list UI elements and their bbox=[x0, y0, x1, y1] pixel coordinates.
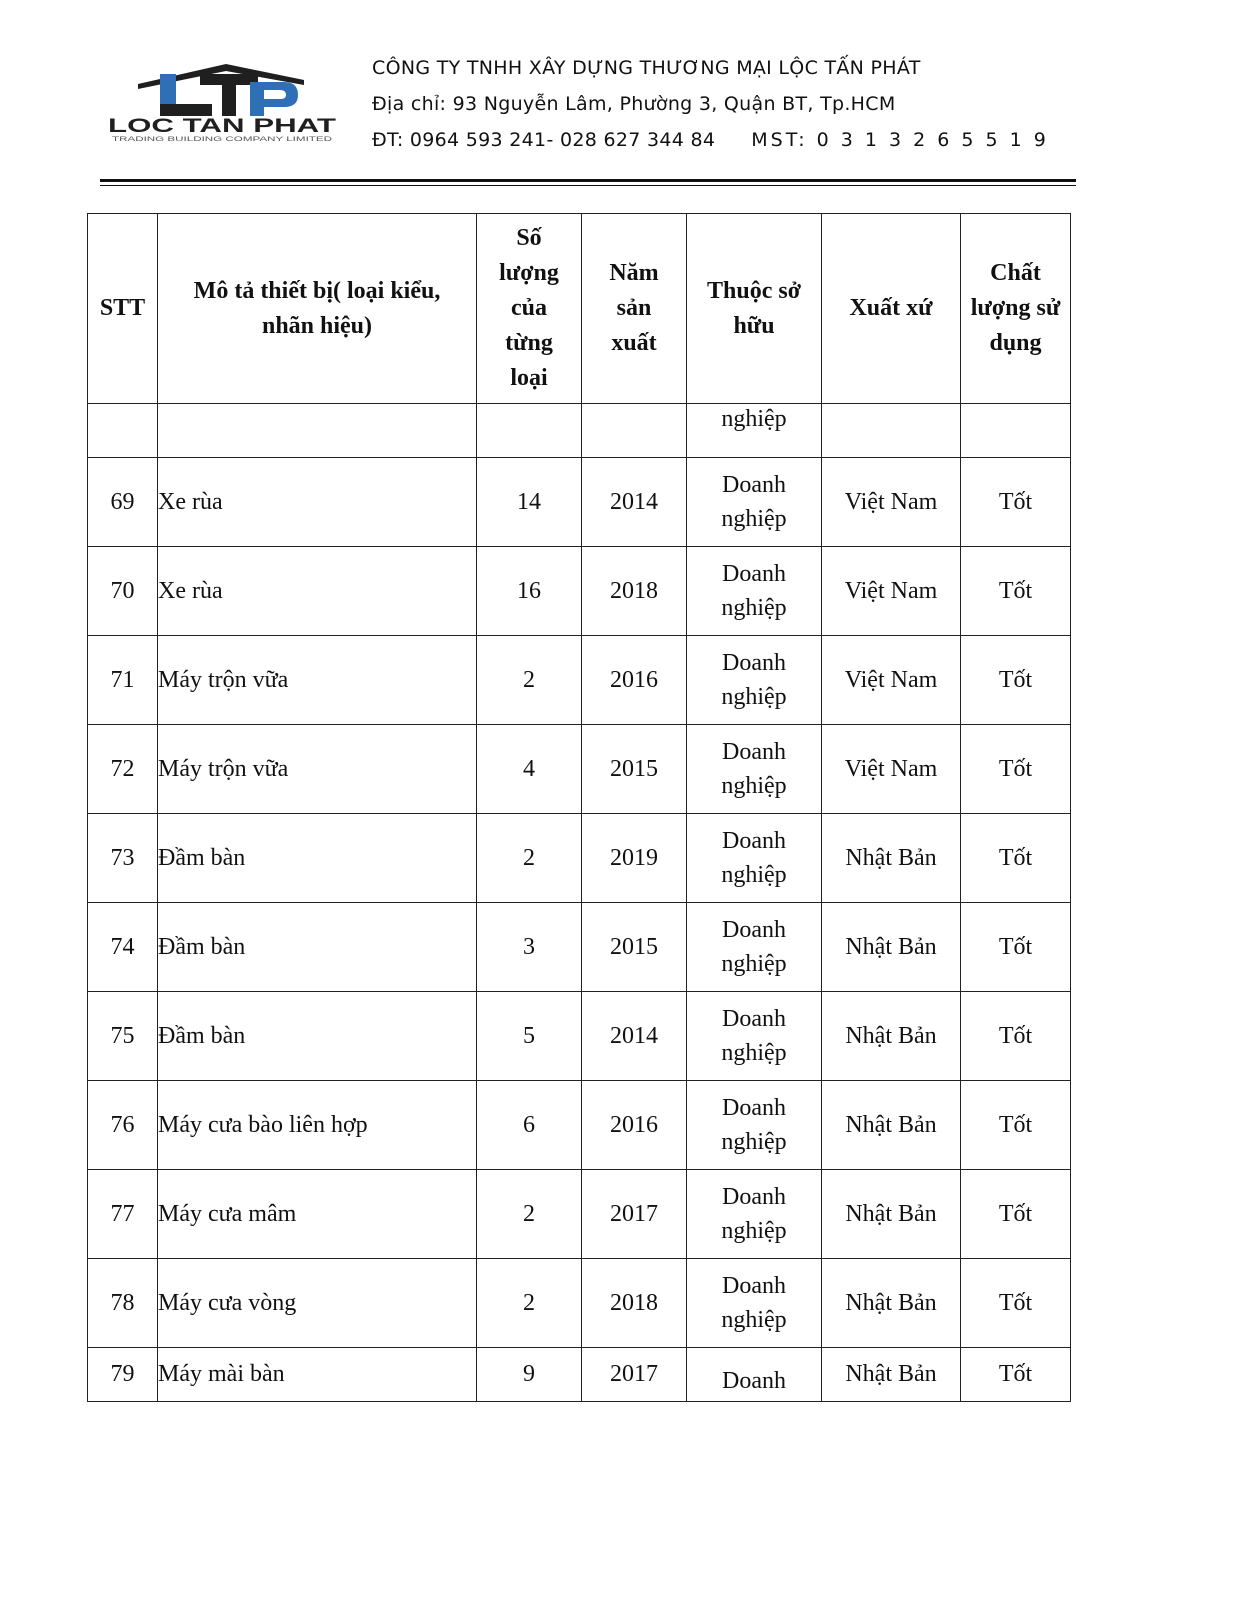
cell-owner-line2: nghiệp bbox=[721, 773, 787, 799]
cell-owner-line2: nghiệp bbox=[721, 506, 787, 532]
cell-quantity: 2 bbox=[477, 636, 582, 725]
cell-owner bbox=[687, 1259, 822, 1348]
cell-quality: Tốt bbox=[961, 1348, 1071, 1402]
cell-owner-line2: nghiệp bbox=[721, 595, 787, 621]
cell-quality: Tốt bbox=[961, 725, 1071, 814]
cell-description: Máy cưa vòng bbox=[158, 1259, 477, 1348]
cell-origin: Nhật Bản bbox=[822, 903, 961, 992]
cell-origin: Việt Nam bbox=[822, 458, 961, 547]
cell-stt: 73 bbox=[88, 814, 158, 903]
company-logo bbox=[108, 60, 340, 144]
cell-description: Máy trộn vữa bbox=[158, 725, 477, 814]
cell-origin: Nhật Bản bbox=[822, 1348, 961, 1402]
table-row bbox=[88, 725, 1071, 814]
cell-stt: 76 bbox=[88, 1081, 158, 1170]
cell-owner-line1: Doanh bbox=[722, 1095, 786, 1121]
cell-quantity: 2 bbox=[477, 814, 582, 903]
cell-quality: Tốt bbox=[961, 992, 1071, 1081]
cell-owner: nghiệp bbox=[687, 404, 822, 458]
table-row bbox=[88, 814, 1071, 903]
company-info bbox=[372, 50, 1049, 158]
table-row bbox=[88, 903, 1071, 992]
cell-owner-line1: Doanh bbox=[722, 650, 786, 676]
company-phone: ĐT: 0964 593 241- 028 627 344 84 bbox=[372, 129, 716, 151]
cell-owner-line2: nghiệp bbox=[721, 1218, 787, 1244]
logo-text: LOC TAN PHAT bbox=[108, 115, 337, 137]
cell-owner-line1: Doanh bbox=[722, 1006, 786, 1032]
cell-owner-line1: Doanh bbox=[722, 828, 786, 854]
cell-quality: Tốt bbox=[961, 903, 1071, 992]
cell-description: Máy cưa bào liên hợp bbox=[158, 1081, 477, 1170]
header-owner: Thuộc sở hữu bbox=[687, 214, 822, 404]
equipment-table bbox=[87, 213, 1071, 1402]
cell-description: Xe rùa bbox=[158, 458, 477, 547]
header-quality: Chất lượng sử dụng bbox=[961, 214, 1071, 404]
cell-description: Đầm bàn bbox=[158, 903, 477, 992]
cell-stt: 70 bbox=[88, 547, 158, 636]
header-description: Mô tả thiết bị( loại kiểu, nhãn hiệu) bbox=[158, 214, 477, 404]
cell-owner-line2: nghiệp bbox=[721, 684, 787, 710]
cell-year: 2016 bbox=[582, 1081, 687, 1170]
header-year: Năm sản xuất bbox=[582, 214, 687, 404]
cell-quality: Tốt bbox=[961, 1259, 1071, 1348]
cell-quantity: 2 bbox=[477, 1170, 582, 1259]
cell-year: 2018 bbox=[582, 547, 687, 636]
table-row bbox=[88, 1170, 1071, 1259]
cell-description: Xe rùa bbox=[158, 547, 477, 636]
cell-year: 2019 bbox=[582, 814, 687, 903]
cell-origin: Nhật Bản bbox=[822, 992, 961, 1081]
company-contact bbox=[372, 122, 1049, 158]
table-row bbox=[88, 1259, 1071, 1348]
cell-owner bbox=[687, 636, 822, 725]
header-stt: STT bbox=[88, 214, 158, 404]
cell-owner bbox=[687, 1081, 822, 1170]
cell-quantity: 9 bbox=[477, 1348, 582, 1402]
cell-origin: Việt Nam bbox=[822, 547, 961, 636]
cell-origin: Nhật Bản bbox=[822, 1081, 961, 1170]
cell-description: Máy cưa mâm bbox=[158, 1170, 477, 1259]
cell-quality: Tốt bbox=[961, 547, 1071, 636]
cell-owner-line2: nghiệp bbox=[721, 1129, 787, 1155]
cell-owner-line2: nghiệp bbox=[721, 1307, 787, 1333]
cell-stt: 77 bbox=[88, 1170, 158, 1259]
cell-quality: Tốt bbox=[961, 636, 1071, 725]
cell-origin: Nhật Bản bbox=[822, 1170, 961, 1259]
table-row-continued bbox=[88, 404, 1071, 458]
logo-subtext: TRADING BUILDING COMPANY LIMITED bbox=[112, 137, 334, 143]
header-quantity: Số lượng của từng loại bbox=[477, 214, 582, 404]
table-header-row bbox=[88, 214, 1071, 404]
cell-quantity: 6 bbox=[477, 1081, 582, 1170]
cell-stt: 79 bbox=[88, 1348, 158, 1402]
company-name: CÔNG TY TNHH XÂY DỰNG THƯƠNG MẠI LỘC TẤN PHÁT bbox=[372, 57, 921, 79]
cell-owner bbox=[687, 458, 822, 547]
company-tax-code: MST: 0 3 1 3 2 6 5 5 1 9 bbox=[751, 129, 1049, 151]
cell-origin: Nhật Bản bbox=[822, 1259, 961, 1348]
cell-owner bbox=[687, 903, 822, 992]
cell-owner-line2: nghiệp bbox=[721, 862, 787, 888]
cell-owner-line1: Doanh bbox=[722, 1273, 786, 1299]
cell-quality: Tốt bbox=[961, 458, 1071, 547]
cell-owner-line2: nghiệp bbox=[721, 1040, 787, 1066]
cell-origin: Việt Nam bbox=[822, 725, 961, 814]
header-divider-thin bbox=[100, 185, 1076, 186]
cell-owner bbox=[687, 1170, 822, 1259]
table-row-last bbox=[88, 1348, 1071, 1402]
cell-quantity: 4 bbox=[477, 725, 582, 814]
table-row bbox=[88, 547, 1071, 636]
cell-description: Đầm bàn bbox=[158, 992, 477, 1081]
cell-quality: Tốt bbox=[961, 814, 1071, 903]
cell-owner bbox=[687, 547, 822, 636]
cell-owner bbox=[687, 992, 822, 1081]
cell-year: 2014 bbox=[582, 992, 687, 1081]
letterhead bbox=[0, 0, 1236, 190]
cell-quality: Tốt bbox=[961, 1081, 1071, 1170]
cell-owner bbox=[687, 814, 822, 903]
cell-owner-line1: Doanh bbox=[722, 1184, 786, 1210]
cell-quantity: 14 bbox=[477, 458, 582, 547]
cell-year: 2017 bbox=[582, 1170, 687, 1259]
cell-year: 2015 bbox=[582, 725, 687, 814]
cell-quantity: 5 bbox=[477, 992, 582, 1081]
cell-quantity: 16 bbox=[477, 547, 582, 636]
cell-stt: 71 bbox=[88, 636, 158, 725]
cell-owner bbox=[687, 725, 822, 814]
cell-year: 2016 bbox=[582, 636, 687, 725]
cell-owner-line1: Doanh bbox=[722, 739, 786, 765]
cell-quality: Tốt bbox=[961, 1170, 1071, 1259]
cell-owner-line1: Doanh bbox=[722, 561, 786, 587]
cell-origin: Nhật Bản bbox=[822, 814, 961, 903]
cell-stt: 72 bbox=[88, 725, 158, 814]
company-address: Địa chỉ: 93 Nguyễn Lâm, Phường 3, Quận BT, Tp.HCM bbox=[372, 93, 896, 115]
table-row bbox=[88, 636, 1071, 725]
cell-description: Máy trộn vữa bbox=[158, 636, 477, 725]
cell-quantity: 3 bbox=[477, 903, 582, 992]
table-row bbox=[88, 992, 1071, 1081]
cell-stt: 69 bbox=[88, 458, 158, 547]
cell-year: 2014 bbox=[582, 458, 687, 547]
cell-stt: 74 bbox=[88, 903, 158, 992]
cell-quantity: 2 bbox=[477, 1259, 582, 1348]
cell-description: Đầm bàn bbox=[158, 814, 477, 903]
header-divider bbox=[100, 179, 1076, 182]
cell-owner-line1: Doanh bbox=[722, 917, 786, 943]
cell-description: Máy mài bàn bbox=[158, 1348, 477, 1402]
cell-year: 2018 bbox=[582, 1259, 687, 1348]
cell-owner-line2: nghiệp bbox=[721, 951, 787, 977]
table-row bbox=[88, 1081, 1071, 1170]
cell-year: 2017 bbox=[582, 1348, 687, 1402]
cell-stt: 75 bbox=[88, 992, 158, 1081]
table-row bbox=[88, 458, 1071, 547]
header-origin: Xuất xứ bbox=[822, 214, 961, 404]
cell-year: 2015 bbox=[582, 903, 687, 992]
cell-stt: 78 bbox=[88, 1259, 158, 1348]
cell-owner-line1: Doanh bbox=[722, 472, 786, 498]
cell-origin: Việt Nam bbox=[822, 636, 961, 725]
cell-owner: Doanh bbox=[687, 1348, 822, 1402]
